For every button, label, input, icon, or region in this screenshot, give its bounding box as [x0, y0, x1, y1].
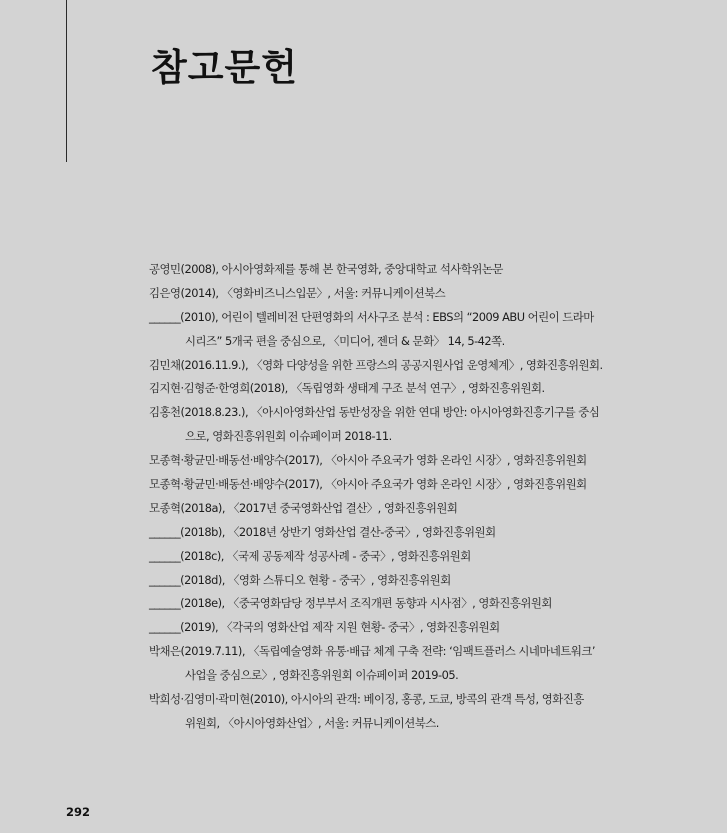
page-number: 292 — [66, 805, 91, 819]
reference-continuation-line: 으로, 영화진흥위원회 이슈페이퍼 2018-11. — [185, 429, 392, 444]
reference-entry — [149, 569, 629, 593]
reference-line: ______(2018c), 〈국제 공동제작 성공사례 - 중국〉, 영화진흥위원회 — [149, 548, 471, 563]
page-title: 참고문헌 — [151, 46, 298, 89]
reference-line: ______(2019), 〈각국의 영화산업 제작 지원 현황- 중국〉, 영화진흥위원회 — [149, 620, 500, 635]
reference-entry — [149, 521, 629, 545]
reference-entry — [149, 497, 629, 521]
reference-line: 김홍천(2018.8.23.), 〈아시아영화산업 동반성장을 위한 연대 방안: 아시아영화진흥기구를 중심 — [149, 405, 600, 420]
reference-line: 김민채(2016.11.9.), 〈영화 다양성을 위한 프랑스의 공공지원사업 운영체계〉, 영화진흥위원회. — [149, 357, 603, 372]
reference-entry — [149, 592, 629, 616]
reference-entry — [149, 545, 629, 569]
reference-line: 박채은(2019.7.11), 〈독립예술영화 유통·배급 체계 구축 전략: ‘임팩트플러스 시네마네트워크’ — [149, 644, 596, 659]
margin-rule — [66, 0, 67, 162]
reference-line: ______(2018b), 〈2018년 상반기 영화산업 결산-중국〉, 영화진흥위원회 — [149, 524, 496, 539]
reference-line: 모종혁·황균민·배동선·배양수(2017), 〈아시아 주요국가 영화 온라인 시장〉, 영화진흥위원회 — [149, 477, 587, 492]
reference-entry — [149, 282, 629, 306]
reference-line: 김지현·김형준·한영희(2018), 〈독립영화 생태계 구조 분석 연구〉, 영화진흥위원회. — [149, 381, 545, 396]
reference-entry — [149, 449, 629, 473]
reference-line: 모종혁·황균민·배동선·배양수(2017), 〈아시아 주요국가 영화 온라인 시장〉, 영화진흥위원회 — [149, 453, 587, 468]
reference-line: 박희성·김영미·곽미현(2010), 아시아의 관객: 베이징, 홍콩, 도쿄, 방콕의 관객 특성, 영화진흥 — [149, 692, 584, 707]
reference-line: 모종혁(2018a), 〈2017년 중국영화산업 결산〉, 영화진흥위원회 — [149, 500, 458, 515]
reference-entry — [149, 473, 629, 497]
reference-entry — [149, 258, 629, 282]
reference-entry — [149, 306, 629, 354]
reference-entry — [149, 354, 629, 378]
reference-entry — [149, 377, 629, 401]
reference-entry — [149, 401, 629, 449]
reference-list — [149, 258, 629, 736]
reference-entry — [149, 616, 629, 640]
reference-entry — [149, 640, 629, 688]
reference-line: 공영민(2008), 아시아영화제를 통해 본 한국영화, 중앙대학교 석사학위논문 — [149, 262, 503, 276]
reference-entry — [149, 688, 629, 736]
reference-line: ______(2010), 어린이 텔레비전 단편영화의 서사구조 분석 : EBS의 “2009 ABU 어린이 드라마 — [149, 309, 594, 324]
reference-continuation-line: 시리즈” 5개국 편을 중심으로, 〈미디어, 젠더 & 문화〉 14, 5-42쪽. — [185, 333, 505, 348]
reference-line: 김은영(2014), 〈영화비즈니스입문〉, 서울: 커뮤니케이션북스 — [149, 285, 446, 300]
reference-line: ______(2018d), 〈영화 스튜디오 현황 - 중국〉, 영화진흥위원회 — [149, 572, 451, 587]
reference-continuation-line: 위원회, 〈아시아영화산업〉, 서울: 커뮤니케이션북스. — [185, 715, 439, 730]
reference-continuation-line: 사업을 중심으로〉, 영화진흥위원회 이슈페이퍼 2019-05. — [185, 668, 459, 683]
reference-line: ______(2018e), 〈중국영화담당 정부부서 조직개편 동향과 시사점〉, 영화진흥위원회 — [149, 596, 552, 611]
